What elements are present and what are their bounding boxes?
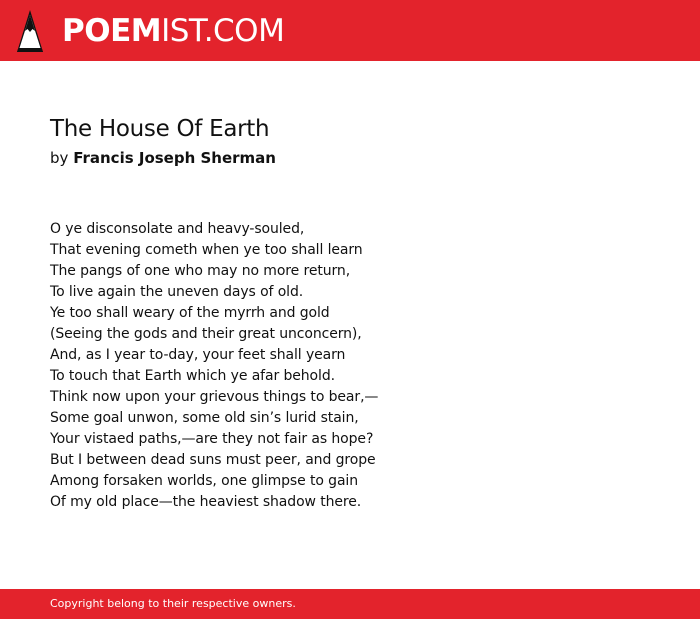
poem-line: That evening cometh when ye too shall learn [50, 242, 363, 258]
poem-byline [50, 149, 276, 167]
poem-author: Francis Joseph Sherman [73, 149, 276, 167]
poem-line: Some goal unwon, some old sin’s lurid stain, [50, 410, 359, 426]
poem-line: Your vistaed paths,—are they not fair as hope? [50, 431, 374, 447]
poem-line: To live again the uneven days of old. [50, 284, 304, 300]
poem-line: To touch that Earth which ye afar behold. [50, 368, 335, 384]
poem-line: Think now upon your grievous things to bear,— [50, 389, 379, 405]
poem-body [50, 219, 378, 513]
site-header [0, 0, 700, 61]
site-footer [0, 589, 700, 619]
poem-line: And, as I year to-day, your feet shall yearn [50, 347, 346, 363]
poem-line: The pangs of one who may no more return, [50, 263, 351, 279]
site-logo-link[interactable] [62, 11, 284, 51]
pencil-logo-icon[interactable] [16, 9, 44, 53]
poem-line: But I between dead suns must peer, and grope [50, 452, 376, 468]
poem-line: Ye too shall weary of the myrrh and gold [50, 305, 330, 321]
poem-line: Of my old place—the heaviest shadow there. [50, 494, 362, 510]
poem-line: (Seeing the gods and their great unconcern), [50, 326, 362, 342]
poem-title: The House Of Earth [50, 116, 270, 142]
by-label: by [50, 149, 69, 167]
poem-line: Among forsaken worlds, one glimpse to gain [50, 473, 358, 489]
brand-light-text: IST.COM [161, 13, 285, 49]
poem-line: O ye disconsolate and heavy-souled, [50, 221, 305, 237]
brand-bold-text: POEM [62, 13, 162, 49]
copyright-text: Copyright belong to their respective owners. [50, 597, 296, 610]
